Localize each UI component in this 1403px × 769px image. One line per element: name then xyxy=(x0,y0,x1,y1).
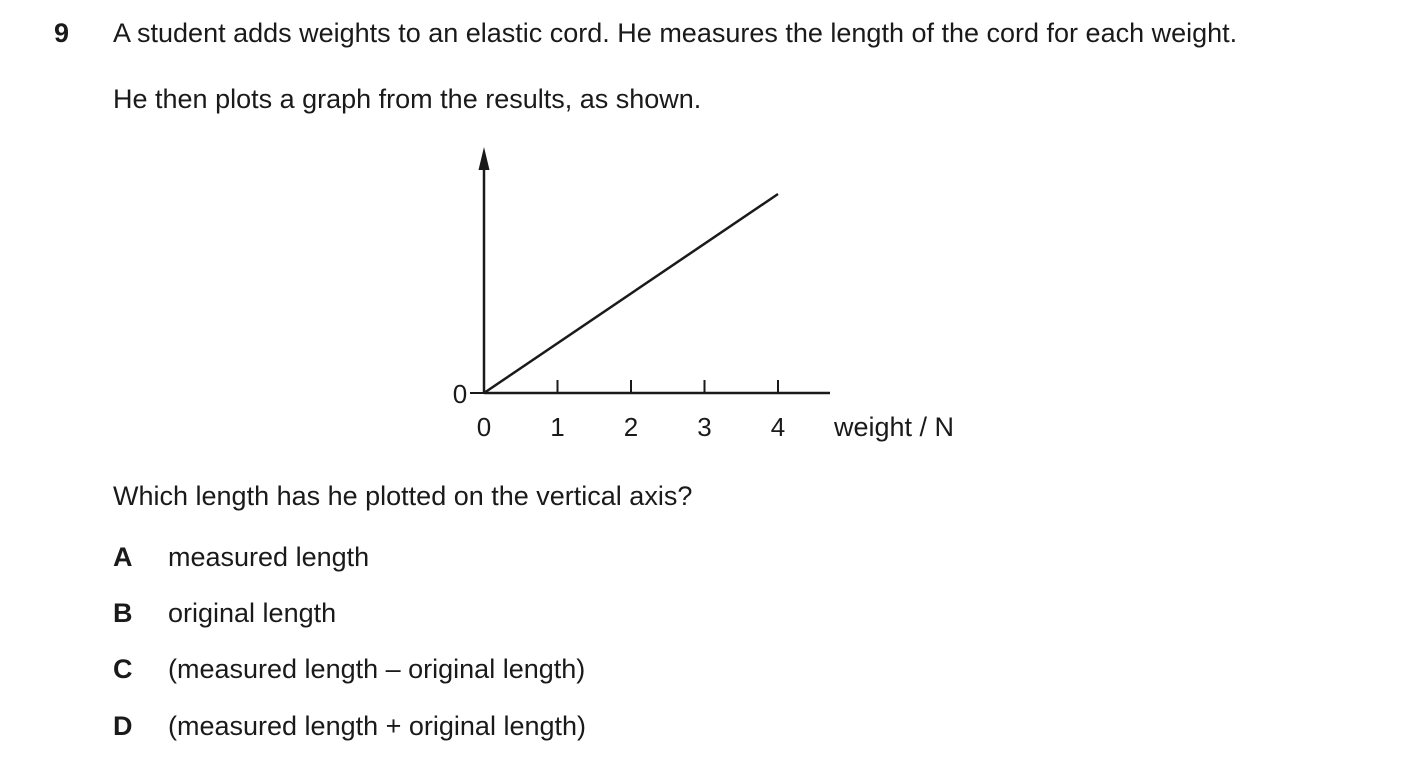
option-letter: D xyxy=(113,711,133,741)
x-tick-label-1: 1 xyxy=(550,412,565,442)
option-letter: A xyxy=(113,542,133,572)
series-line xyxy=(484,194,778,393)
option-text: (measured length – original length) xyxy=(168,654,586,684)
option-text: original length xyxy=(168,598,337,628)
option-text: (measured length + original length) xyxy=(168,711,586,741)
y-tick-label-0: 0 xyxy=(452,379,468,409)
option-text: measured length xyxy=(168,542,370,572)
x-tick-label-2: 2 xyxy=(623,412,639,442)
question-prompt: Which length has he plotted on the vertical axis? xyxy=(113,481,693,511)
x-tick-label-4: 4 xyxy=(770,412,786,442)
question-text-line1: A student adds weights to an elastic cord. He measures the length of the cord for each weight. xyxy=(113,18,1238,48)
y-axis-arrowhead xyxy=(479,147,490,170)
x-axis-label: weight / N xyxy=(834,412,955,442)
option-letter: C xyxy=(113,654,133,684)
question-number: 9 xyxy=(54,18,70,48)
x-tick-label-3: 3 xyxy=(697,412,712,442)
option-letter: B xyxy=(113,598,133,628)
question-text-line2: He then plots a graph from the results, as shown. xyxy=(113,84,702,114)
x-tick-label-0: 0 xyxy=(476,412,492,442)
